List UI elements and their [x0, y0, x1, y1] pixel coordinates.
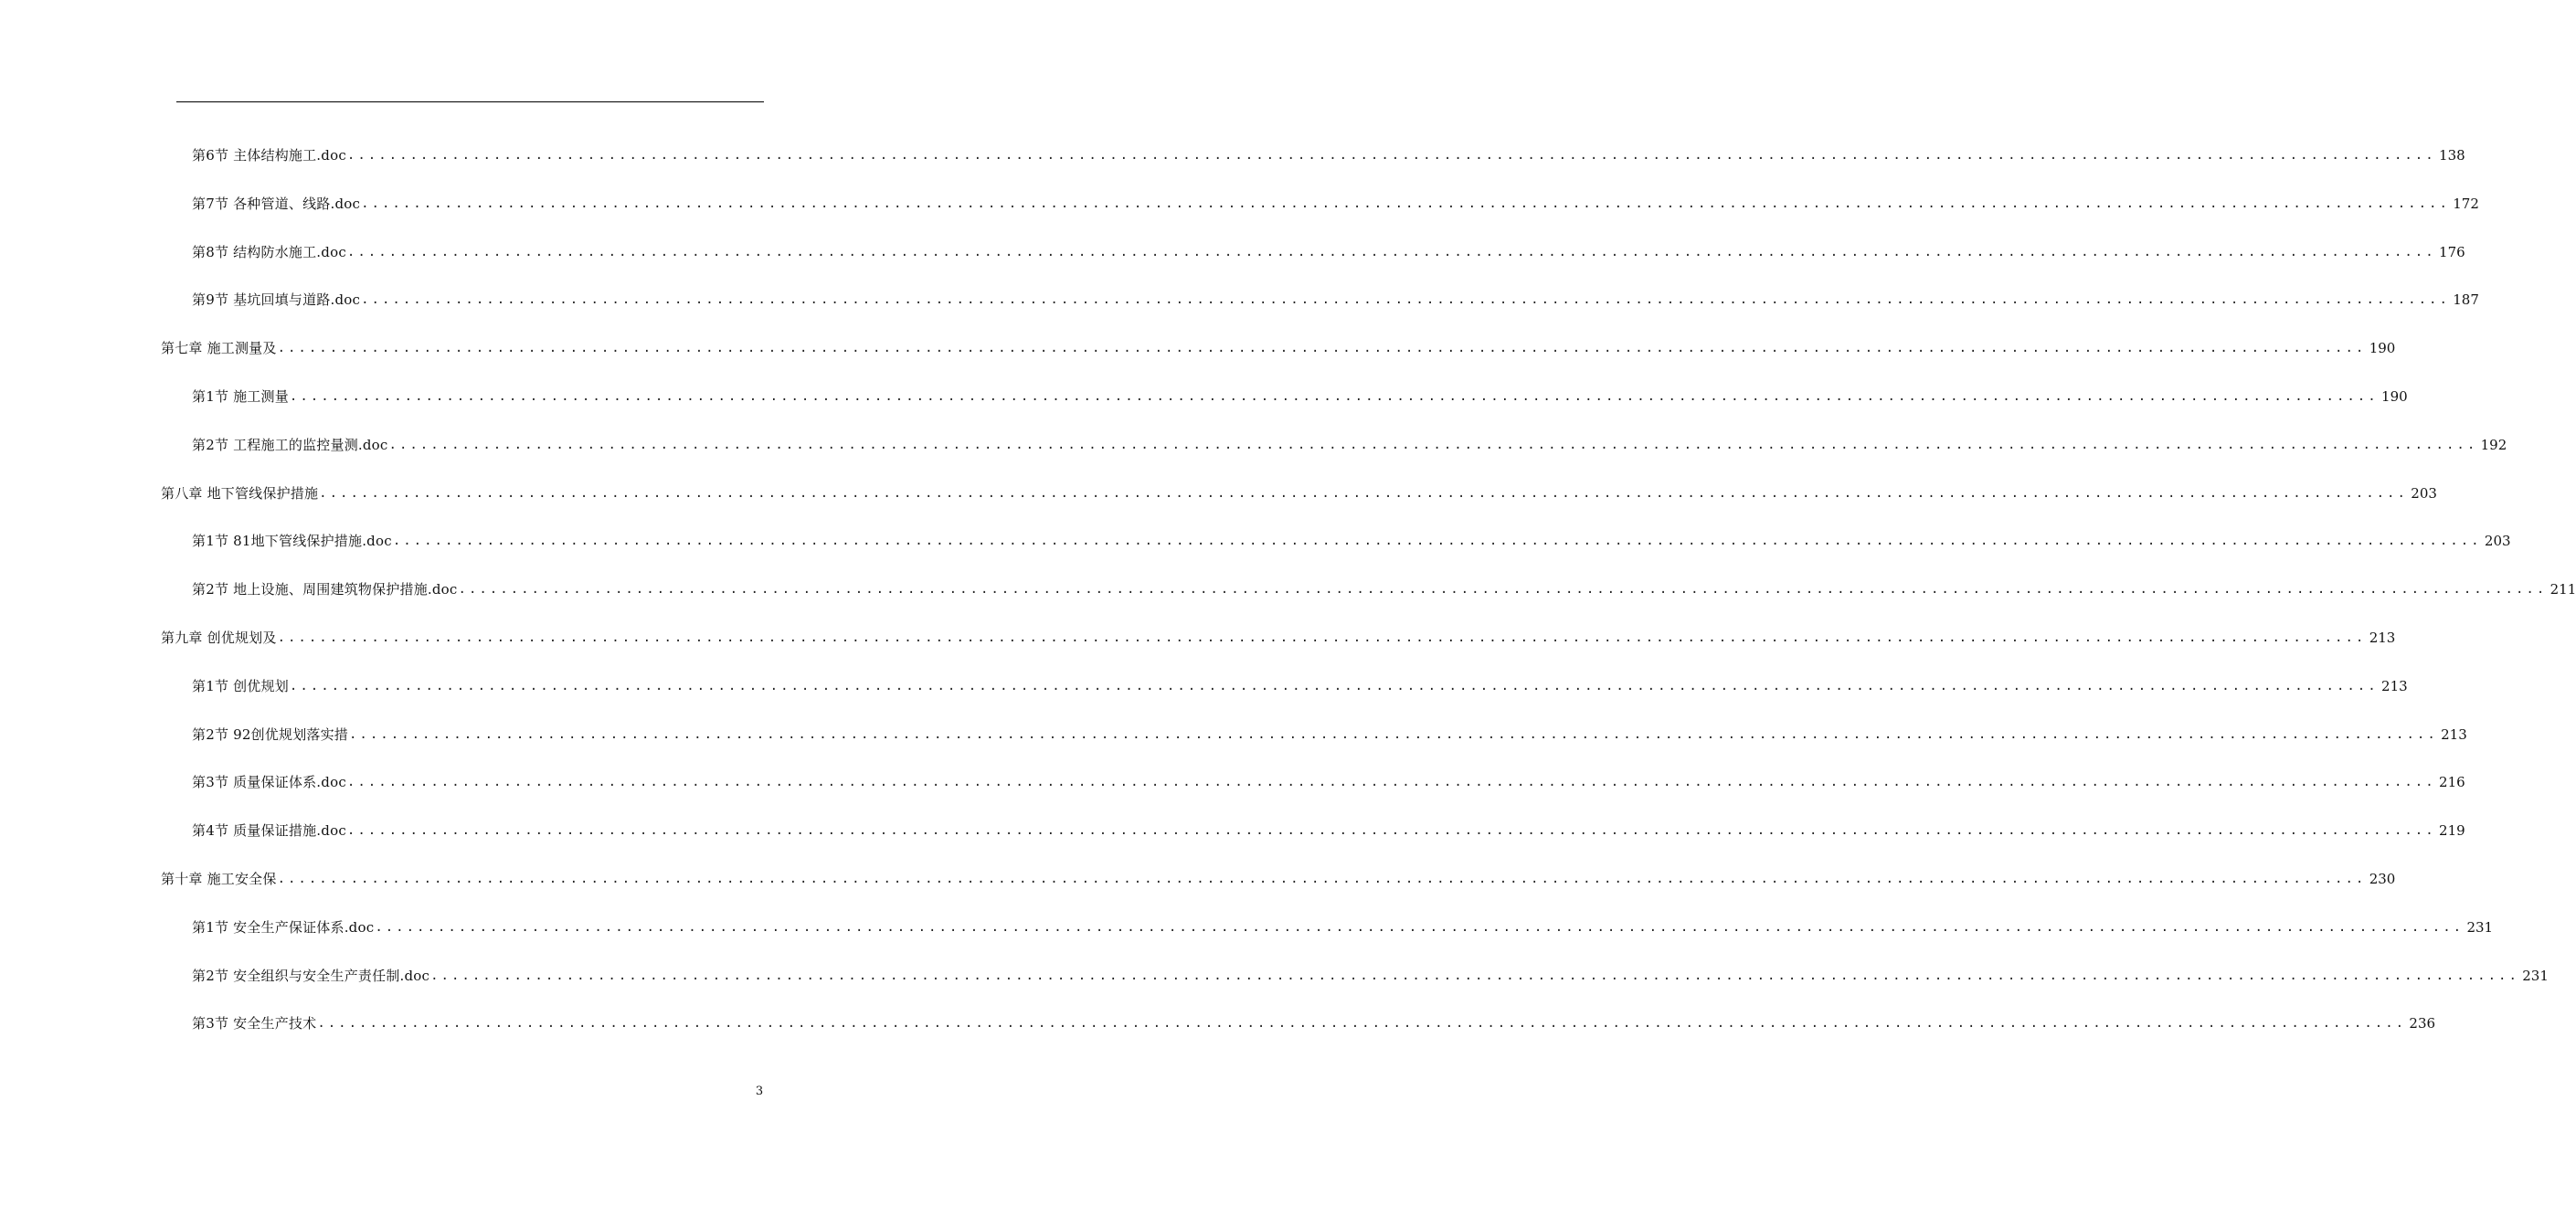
toc-entry-label: 第2节 92创优规划落实措	[192, 725, 348, 743]
toc-dot-leader: ........................................................................................................................................................................................................	[319, 485, 2408, 501]
toc-page-number: 187	[2453, 291, 2479, 309]
toc-chapter-entry[interactable]	[0, 621, 2396, 670]
header-rule	[176, 101, 764, 102]
toc-dot-leader: ........................................................................................................................................................................................................	[277, 341, 2367, 356]
toc-page-number: 213	[2441, 725, 2467, 743]
toc-entry-label: 第4节 质量保证措施.doc	[192, 822, 346, 840]
toc-page-number: 231	[2522, 967, 2549, 984]
toc-section-entry[interactable]	[0, 187, 2479, 236]
toc-entry-label: 第十章 施工安全保	[161, 870, 277, 887]
toc-page-number: 231	[2466, 918, 2494, 936]
toc-page-number: 211	[2549, 581, 2576, 598]
toc-page-number: 190	[2381, 387, 2408, 405]
toc-dot-leader: ........................................................................................................................................................................................................	[317, 1016, 2407, 1032]
toc-section-entry[interactable]	[0, 573, 2576, 621]
toc-entry-label: 第3节 质量保证体系.doc	[192, 774, 346, 791]
toc-entry-label: 第九章 创优规划及	[161, 629, 277, 646]
toc-dot-leader: ........................................................................................................................................................................................................	[289, 678, 2379, 693]
toc-dot-leader: ........................................................................................................................................................................................................	[346, 244, 2436, 259]
toc-section-entry[interactable]	[0, 236, 2465, 284]
toc-page-number: 190	[2369, 340, 2396, 357]
toc-section-entry[interactable]	[0, 814, 2465, 863]
toc-dot-leader: ........................................................................................................................................................................................................	[346, 823, 2436, 839]
toc-section-entry[interactable]	[0, 283, 2479, 332]
toc-page-number: 213	[2381, 677, 2408, 694]
toc-page-number: 216	[2439, 774, 2465, 791]
toc-page-number: 213	[2369, 629, 2396, 646]
toc-entry-label: 第9节 基坑回填与道路.doc	[192, 291, 361, 309]
toc-page-number: 172	[2453, 195, 2479, 212]
toc-entry-label: 第3节 安全生产技术	[192, 1015, 317, 1032]
toc-page-number: 176	[2439, 243, 2465, 260]
toc-dot-leader: ........................................................................................................................................................................................................	[277, 871, 2367, 886]
toc-dot-leader: ........................................................................................................................................................................................................	[430, 968, 2519, 983]
page-number: 3	[755, 1085, 764, 1098]
toc-dot-leader: ........................................................................................................................................................................................................	[458, 582, 2548, 598]
toc-section-entry[interactable]	[0, 718, 2467, 767]
toc-dot-leader: ........................................................................................................................................................................................................	[349, 726, 2438, 742]
toc-dot-leader: ........................................................................................................................................................................................................	[375, 919, 2465, 935]
toc-page-number: 203	[2484, 533, 2511, 550]
toc-section-entry[interactable]	[0, 766, 2465, 814]
toc-entry-label: 第2节 安全组织与安全生产责任制.doc	[192, 967, 430, 984]
toc-section-entry[interactable]	[0, 380, 2408, 429]
toc-chapter-entry[interactable]	[0, 332, 2396, 380]
toc-section-entry[interactable]	[0, 911, 2494, 959]
table-of-contents	[0, 139, 2576, 1055]
toc-section-entry[interactable]	[0, 524, 2511, 573]
toc-section-entry[interactable]	[0, 670, 2408, 718]
toc-dot-leader: ........................................................................................................................................................................................................	[388, 437, 2478, 452]
toc-dot-leader: ........................................................................................................................................................................................................	[361, 196, 2450, 211]
toc-section-entry[interactable]	[0, 139, 2465, 187]
toc-entry-label: 第1节 安全生产保证体系.doc	[192, 918, 375, 936]
toc-section-entry[interactable]	[0, 429, 2507, 477]
toc-dot-leader: ........................................................................................................................................................................................................	[289, 388, 2379, 404]
toc-entry-label: 第2节 工程施工的监控量测.doc	[192, 436, 388, 453]
toc-entry-label: 第1节 81地下管线保护措施.doc	[192, 533, 392, 550]
toc-dot-leader: ........................................................................................................................................................................................................	[392, 534, 2482, 549]
toc-page-number: 236	[2409, 1015, 2436, 1032]
toc-page-number: 219	[2439, 822, 2465, 840]
toc-dot-leader: ........................................................................................................................................................................................................	[346, 775, 2436, 790]
toc-dot-leader: ........................................................................................................................................................................................................	[277, 630, 2367, 645]
toc-entry-label: 第6节 主体结构施工.doc	[192, 147, 346, 164]
toc-entry-label: 第7节 各种管道、线路.doc	[192, 195, 361, 212]
toc-page-number: 203	[2411, 484, 2437, 502]
toc-entry-label: 第八章 地下管线保护措施	[161, 484, 319, 502]
toc-dot-leader: ........................................................................................................................................................................................................	[346, 148, 2436, 163]
toc-dot-leader: ........................................................................................................................................................................................................	[361, 292, 2450, 308]
toc-entry-label: 第8节 结构防水施工.doc	[192, 243, 346, 260]
toc-page-number: 138	[2439, 147, 2465, 164]
toc-chapter-entry[interactable]	[0, 477, 2437, 525]
toc-page-number: 230	[2369, 870, 2396, 887]
toc-page-number: 192	[2480, 436, 2507, 453]
toc-entry-label: 第七章 施工测量及	[161, 340, 277, 357]
toc-section-entry[interactable]	[0, 959, 2549, 1008]
toc-section-entry[interactable]	[0, 1007, 2436, 1055]
toc-entry-label: 第1节 施工测量	[192, 387, 289, 405]
toc-entry-label: 第1节 创优规划	[192, 677, 289, 694]
toc-chapter-entry[interactable]	[0, 863, 2396, 911]
toc-entry-label: 第2节 地上设施、周围建筑物保护措施.doc	[192, 581, 458, 598]
